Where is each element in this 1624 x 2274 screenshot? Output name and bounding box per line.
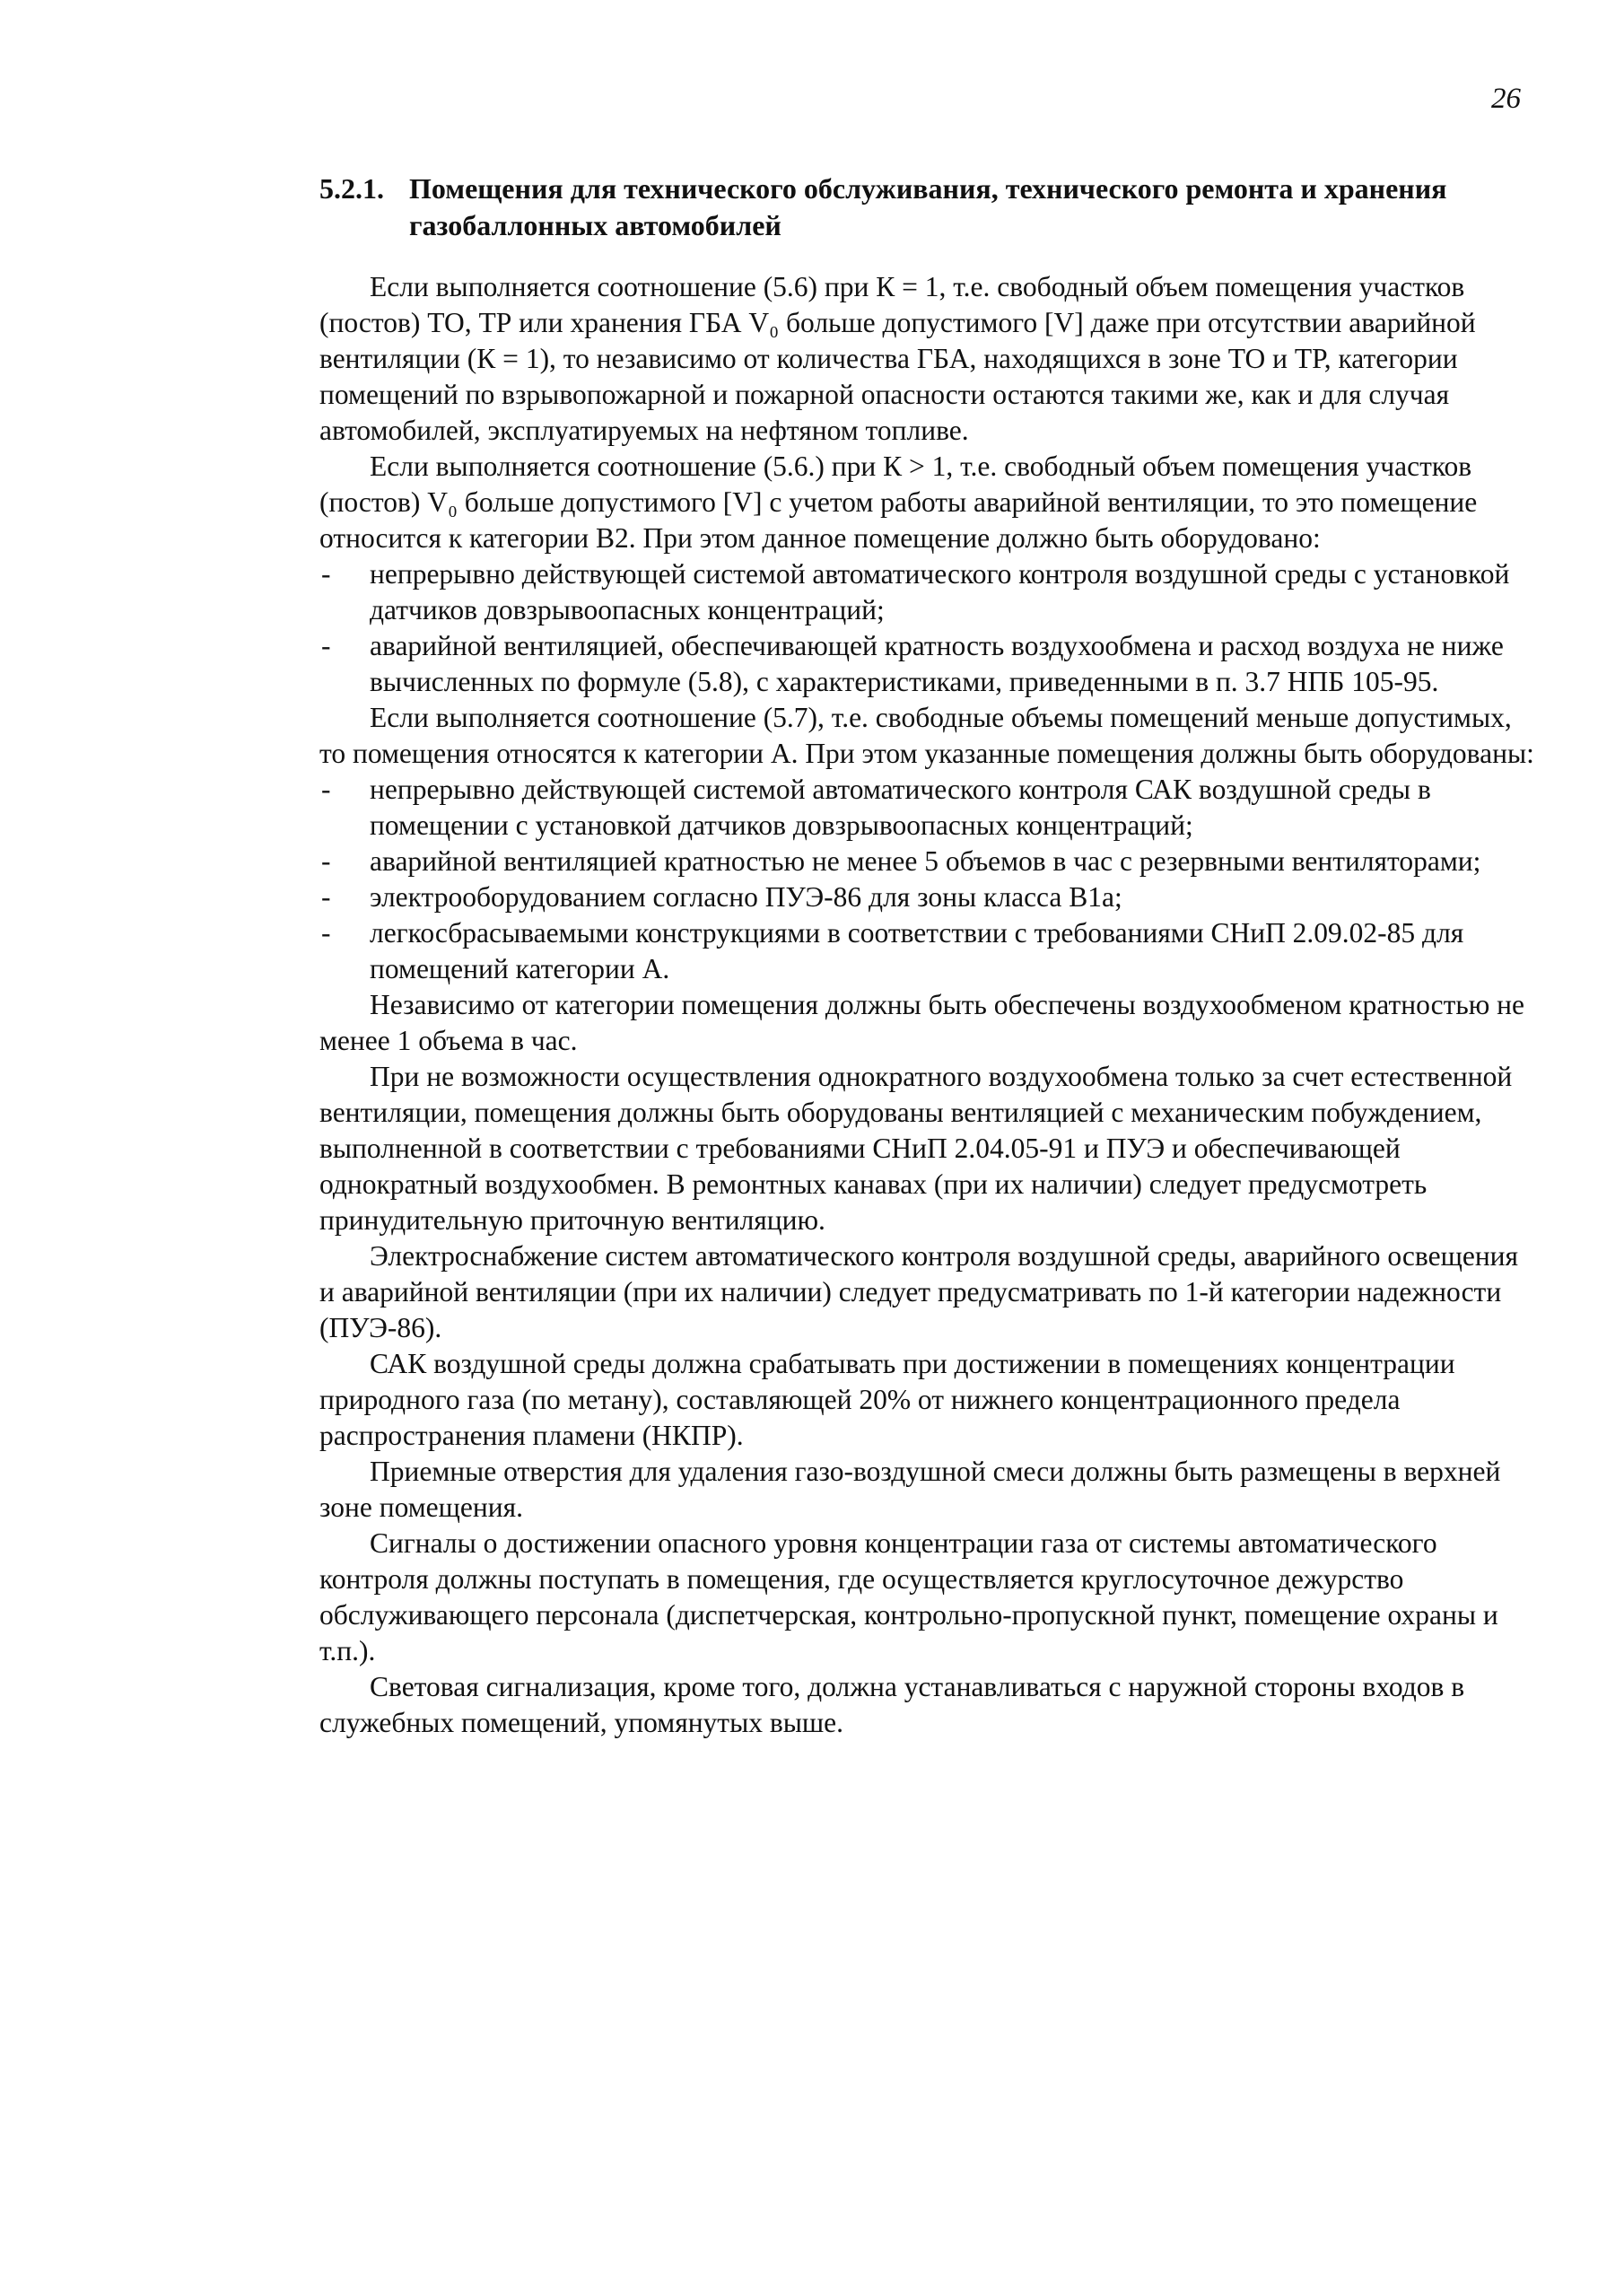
bullet-dash: - bbox=[321, 558, 331, 590]
equipment-list-b2 bbox=[319, 556, 1540, 700]
section-number: 5.2.1. bbox=[319, 172, 384, 205]
equipment-list-a bbox=[319, 772, 1540, 987]
paragraph-2: Если выполняется соотношение (5.6.) при К > 1, т.е. свободный объем помещения участков (постов) V₀ больше допустимого [V] с учетом работы аварийной вентиляции, то это помещение относится к категории В2. При этом данное помещение должно быть оборудовано: bbox=[319, 450, 1478, 554]
bullet-dash: - bbox=[321, 917, 331, 949]
section-heading bbox=[319, 171, 1540, 244]
list-item bbox=[319, 556, 1540, 628]
list-item-text: легкосбрасываемыми конструкциями в соответствии с требованиями СНиП 2.09.02-85 для помещений категории А. bbox=[370, 917, 1464, 984]
bullet-dash: - bbox=[321, 630, 331, 661]
list-item-text: аварийной вентиляцией, обеспечивающей кратность воздухообмена и расход воздуха не ниже вычисленных по формуле (5.8), с характеристиками, приведенными в п. 3.7 НПБ 105-95. bbox=[370, 630, 1504, 697]
list-item-text: электрооборудованием согласно ПУЭ-86 для зоны класса В1а; bbox=[370, 881, 1122, 913]
list-item bbox=[319, 879, 1540, 915]
paragraph-9: Сигналы о достижении опасного уровня концентрации газа от системы автоматического контроля должны поступать в помещения, где осуществляется круглосуточное дежурство обслуживающего персонала (диспетчерская, контрольно-пропускной пункт, помещение охраны и т.п.). bbox=[319, 1527, 1498, 1666]
page-number: 26 bbox=[1491, 83, 1521, 115]
bullet-dash: - bbox=[321, 845, 331, 877]
paragraph-10: Световая сигнализация, кроме того, должна устанавливаться с наружной стороны входов в служебных помещений, упомянутых выше. bbox=[319, 1671, 1465, 1738]
list-item-text: непрерывно действующей системой автоматического контроля воздушной среды с установкой датчиков довзрывоопасных концентраций; bbox=[370, 558, 1510, 625]
list-item-text: аварийной вентиляцией кратностью не менее 5 объемов в час с резервными вентиляторами; bbox=[370, 845, 1481, 877]
list-item bbox=[319, 844, 1540, 879]
paragraph-3: Если выполняется соотношение (5.7), т.е. свободные объемы помещений меньше допустимых, то помещения относятся к категории А. При этом указанные помещения должны быть оборудованы: bbox=[319, 702, 1534, 769]
section-title: Помещения для технического обслуживания, технического ремонта и хранения газобаллонных автомобилей bbox=[409, 172, 1447, 241]
bullet-dash: - bbox=[321, 774, 331, 805]
bullet-dash: - bbox=[321, 881, 331, 913]
document-section bbox=[319, 171, 1540, 1741]
paragraph-5: При не возможности осуществления однократного воздухообмена только за счет естественной вентиляции, помещения должны быть оборудованы вентиляцией с механическим побуждением, выполненной в соответствии с требованиями СНиП 2.04.05-91 и ПУЭ и обеспечивающей однократный воздухообмен. В ремонтных канавах (при их наличии) следует предусмотреть принудительную приточную вентиляцию. bbox=[319, 1061, 1513, 1236]
paragraph-7: САК воздушной среды должна срабатывать при достижении в помещениях концентрации природного газа (по метану), составляющей 20% от нижнего концентрационного предела распространения пламени (НКПР). bbox=[319, 1348, 1455, 1451]
list-item-text: непрерывно действующей системой автоматического контроля САК воздушной среды в помещении с установкой датчиков довзрывоопасных концентраций; bbox=[370, 774, 1431, 841]
paragraph-4: Независимо от категории помещения должны быть обеспечены воздухообменом кратностью не менее 1 объема в час. bbox=[319, 989, 1524, 1056]
paragraph-8: Приемные отверстия для удаления газо-воздушной смеси должны быть размещены в верхней зоне помещения. bbox=[319, 1456, 1501, 1523]
list-item bbox=[319, 628, 1540, 700]
paragraph-1: Если выполняется соотношение (5.6) при К = 1, т.е. свободный объем помещения участков (постов) ТО, ТР или хранения ГБА V₀ больше допустимого [V] даже при отсутствии аварийной вентиляции (К = 1), то независимо от количества ГБА, находящихся в зоне ТО и ТР, категории помещений по взрывопожарной и пожарной опасности остаются такими же, как и для случая автомобилей, эксплуатируемых на нефтяном топливе. bbox=[319, 271, 1476, 446]
paragraph-6: Электроснабжение систем автоматического контроля воздушной среды, аварийного освещения и аварийной вентиляции (при их наличии) следует предусматривать по 1-й категории надежности (ПУЭ-86). bbox=[319, 1240, 1519, 1343]
list-item bbox=[319, 772, 1540, 844]
list-item bbox=[319, 915, 1540, 987]
